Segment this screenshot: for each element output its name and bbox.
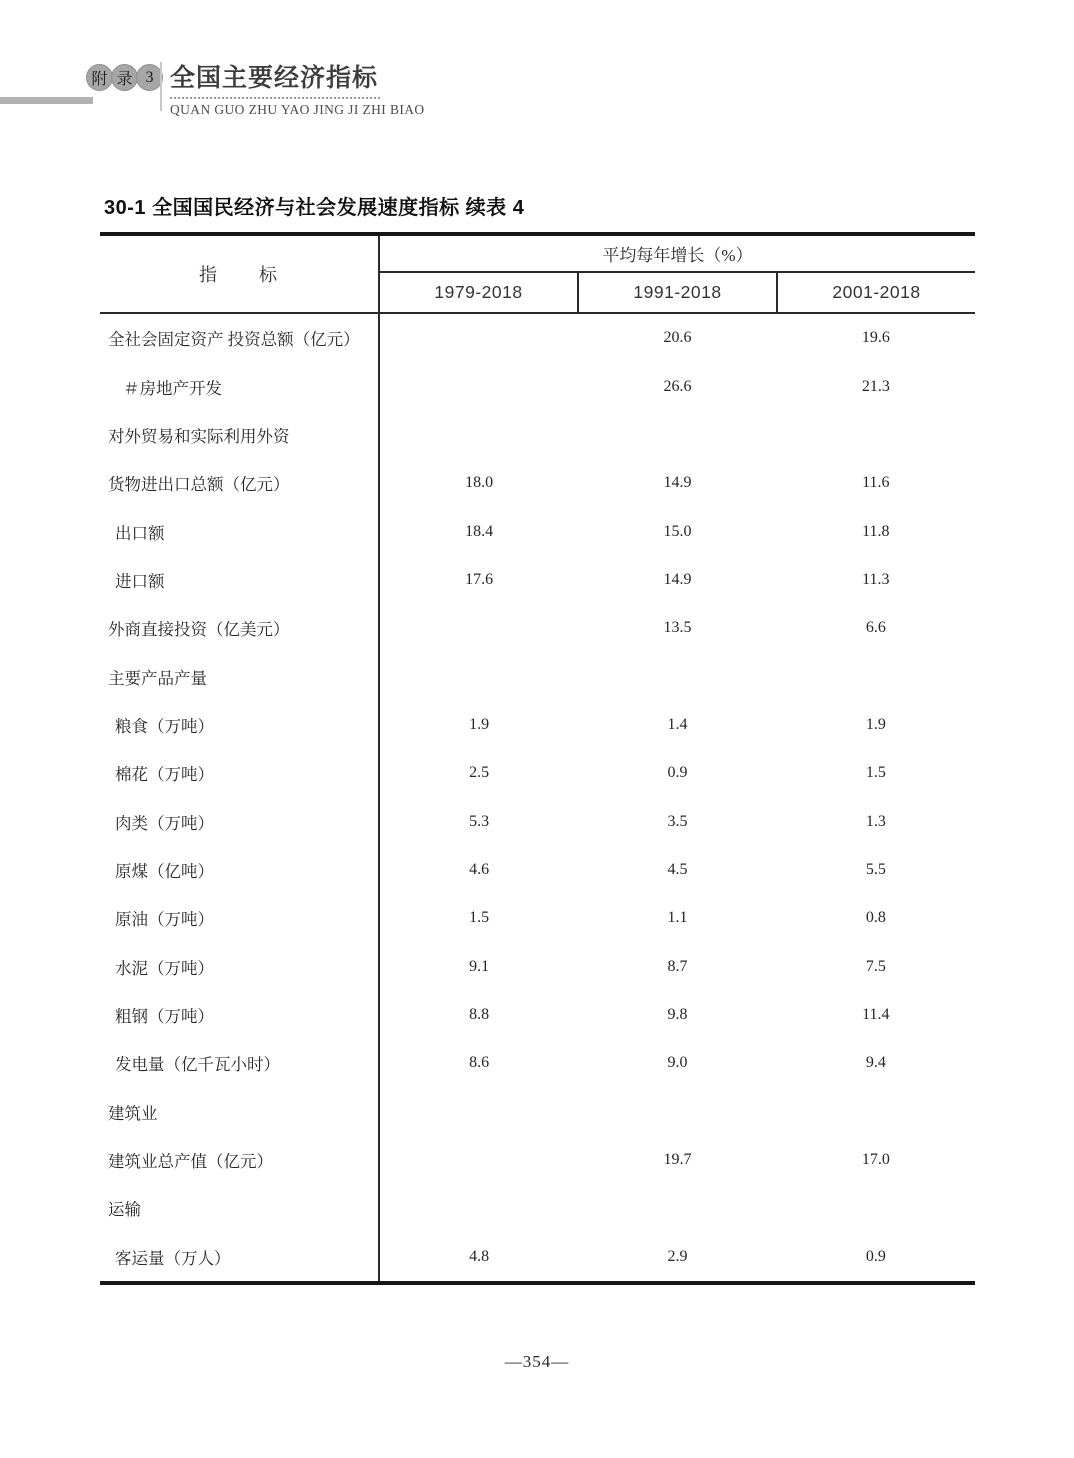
row-value-1979-2018 bbox=[380, 1136, 578, 1184]
row-value-1979-2018: 17.6 bbox=[465, 570, 494, 588]
table-row bbox=[100, 1039, 975, 1087]
row-value-1991-2018: 9.0 bbox=[667, 1054, 688, 1072]
row-value-1991-2018 bbox=[578, 1088, 776, 1136]
row-indicator-label: 发电量（亿千瓦小时） bbox=[100, 1039, 380, 1087]
row-value-2001-2018: 1.5 bbox=[865, 764, 886, 782]
table-body bbox=[100, 314, 975, 1281]
table-row bbox=[100, 507, 975, 555]
row-value-1991-2018: 9.8 bbox=[667, 1005, 688, 1023]
appendix-badge-char-1: 附 bbox=[86, 64, 113, 91]
header-vertical-divider bbox=[160, 62, 162, 111]
row-value-2001-2018: 11.4 bbox=[862, 1005, 890, 1023]
row-indicator-label: 粮食（万吨） bbox=[100, 701, 380, 749]
row-value-1991-2018: 15.0 bbox=[663, 522, 692, 540]
section-subtitle-pinyin: QUAN GUO ZHU YAO JING JI ZHI BIAO bbox=[170, 102, 425, 117]
row-value-2001-2018: 11.3 bbox=[862, 570, 890, 588]
row-value-1979-2018 bbox=[380, 314, 578, 362]
row-value-1991-2018: 4.5 bbox=[667, 860, 688, 878]
row-indicator-label: 建筑业 bbox=[100, 1088, 380, 1136]
row-value-1991-2018: 8.7 bbox=[667, 957, 688, 975]
row-value-1991-2018: 26.6 bbox=[663, 377, 692, 395]
row-value-1991-2018: 13.5 bbox=[663, 619, 692, 637]
col-header-year-1991-2018: 1991-2018 bbox=[577, 273, 776, 312]
row-value-2001-2018: 1.3 bbox=[865, 812, 886, 830]
row-indicator-label: 棉花（万吨） bbox=[100, 749, 380, 797]
row-indicator-label: 全社会固定资产 投资总额（亿元） bbox=[100, 314, 380, 362]
row-indicator-label: 原煤（亿吨） bbox=[100, 846, 380, 894]
row-value-2001-2018: 6.6 bbox=[865, 619, 886, 637]
row-indicator-label: 粗钢（万吨） bbox=[100, 991, 380, 1039]
row-indicator-label: 进口额 bbox=[100, 556, 380, 604]
row-indicator-label: 主要产品产量 bbox=[100, 652, 380, 700]
row-indicator-label: 水泥（万吨） bbox=[100, 942, 380, 990]
table-row bbox=[100, 846, 975, 894]
table-row bbox=[100, 556, 975, 604]
row-value-2001-2018: 1.9 bbox=[865, 715, 886, 733]
col-header-year-2001-2018: 2001-2018 bbox=[776, 273, 975, 312]
table-row bbox=[100, 1233, 975, 1281]
row-value-1979-2018: 8.8 bbox=[469, 1005, 490, 1023]
row-value-1979-2018: 1.5 bbox=[469, 909, 490, 927]
row-value-1979-2018: 4.6 bbox=[469, 860, 490, 878]
row-value-1991-2018: 2.9 bbox=[667, 1247, 688, 1265]
decorative-margin-bar bbox=[0, 97, 93, 104]
row-value-1979-2018: 18.4 bbox=[465, 522, 494, 540]
row-value-1979-2018: 8.6 bbox=[469, 1054, 490, 1072]
table-row bbox=[100, 991, 975, 1039]
section-title: 全国主要经济指标 bbox=[170, 58, 380, 99]
table-row bbox=[100, 797, 975, 845]
col-header-year-1979-2018: 1979-2018 bbox=[434, 282, 523, 302]
row-value-2001-2018: 0.9 bbox=[865, 1247, 886, 1265]
row-value-2001-2018: 21.3 bbox=[861, 377, 890, 395]
row-value-1991-2018: 1.1 bbox=[667, 909, 688, 927]
row-indicator-label: ＃房地产开发 bbox=[100, 362, 380, 410]
row-value-1979-2018 bbox=[380, 1184, 578, 1232]
row-value-1991-2018: 0.9 bbox=[667, 764, 688, 782]
row-value-1979-2018 bbox=[380, 362, 578, 410]
table-row bbox=[100, 1184, 975, 1232]
row-indicator-label: 出口额 bbox=[100, 507, 380, 555]
table-row bbox=[100, 362, 975, 410]
row-value-1979-2018: 1.9 bbox=[469, 715, 490, 733]
row-value-2001-2018: 11.6 bbox=[862, 474, 890, 492]
row-value-1991-2018: 3.5 bbox=[667, 812, 688, 830]
row-value-1979-2018: 9.1 bbox=[469, 957, 490, 975]
table-row bbox=[100, 701, 975, 749]
table-header bbox=[100, 236, 975, 314]
row-value-2001-2018: 0.8 bbox=[865, 909, 886, 927]
row-value-1979-2018: 18.0 bbox=[465, 474, 494, 492]
col-header-indicator: 指 标 bbox=[100, 236, 380, 312]
col-header-growth-span: 平均每年增长（%） bbox=[380, 236, 975, 273]
row-value-2001-2018: 17.0 bbox=[861, 1151, 890, 1169]
appendix-badge-number: 3 bbox=[136, 64, 163, 91]
row-value-1979-2018 bbox=[380, 411, 578, 459]
row-value-1979-2018: 4.8 bbox=[469, 1247, 490, 1265]
row-value-1991-2018 bbox=[578, 652, 776, 700]
row-indicator-label: 原油（万吨） bbox=[100, 894, 380, 942]
table-row bbox=[100, 894, 975, 942]
row-indicator-label: 对外贸易和实际利用外资 bbox=[100, 411, 380, 459]
appendix-badge-char-2: 录 bbox=[111, 64, 138, 91]
row-indicator-label: 客运量（万人） bbox=[100, 1233, 380, 1281]
row-value-2001-2018: 11.8 bbox=[862, 522, 890, 540]
table-header-right bbox=[380, 236, 975, 312]
table-row bbox=[100, 604, 975, 652]
row-indicator-label: 运输 bbox=[100, 1184, 380, 1232]
table-row bbox=[100, 459, 975, 507]
page-number: —354— bbox=[504, 1352, 570, 1371]
row-value-1979-2018 bbox=[380, 1088, 578, 1136]
row-value-1979-2018 bbox=[380, 652, 578, 700]
row-value-1991-2018: 14.9 bbox=[663, 570, 692, 588]
row-value-1991-2018: 1.4 bbox=[667, 715, 688, 733]
row-value-1991-2018: 20.6 bbox=[663, 329, 692, 347]
indicators-table bbox=[100, 232, 975, 1285]
row-value-1991-2018 bbox=[578, 1184, 776, 1232]
row-value-1991-2018 bbox=[578, 411, 776, 459]
row-value-2001-2018 bbox=[777, 1184, 975, 1232]
row-indicator-label: 货物进出口总额（亿元） bbox=[100, 459, 380, 507]
section-header bbox=[170, 58, 425, 118]
table-row bbox=[100, 314, 975, 362]
row-indicator-label: 外商直接投资（亿美元） bbox=[100, 604, 380, 652]
table-row bbox=[100, 411, 975, 459]
table-row bbox=[100, 652, 975, 700]
table-row bbox=[100, 749, 975, 797]
row-value-1991-2018: 14.9 bbox=[663, 474, 692, 492]
table-row bbox=[100, 942, 975, 990]
row-value-2001-2018 bbox=[777, 652, 975, 700]
row-value-1979-2018 bbox=[380, 604, 578, 652]
row-indicator-label: 建筑业总产值（亿元） bbox=[100, 1136, 380, 1184]
row-value-2001-2018: 19.6 bbox=[861, 329, 890, 347]
table-row bbox=[100, 1088, 975, 1136]
row-value-1979-2018: 5.3 bbox=[469, 812, 490, 830]
row-value-2001-2018: 7.5 bbox=[865, 957, 886, 975]
row-value-2001-2018 bbox=[777, 411, 975, 459]
appendix-badge-group bbox=[86, 64, 161, 91]
table-title: 30-1 全国国民经济与社会发展速度指标 续表 4 bbox=[104, 197, 525, 219]
row-value-2001-2018: 9.4 bbox=[865, 1054, 886, 1072]
year-columns-header bbox=[380, 273, 975, 312]
row-value-2001-2018: 5.5 bbox=[865, 860, 886, 878]
row-value-1979-2018: 2.5 bbox=[469, 764, 490, 782]
table-row bbox=[100, 1136, 975, 1184]
row-value-1991-2018: 19.7 bbox=[663, 1151, 692, 1169]
row-indicator-label: 肉类（万吨） bbox=[100, 797, 380, 845]
row-value-2001-2018 bbox=[777, 1088, 975, 1136]
